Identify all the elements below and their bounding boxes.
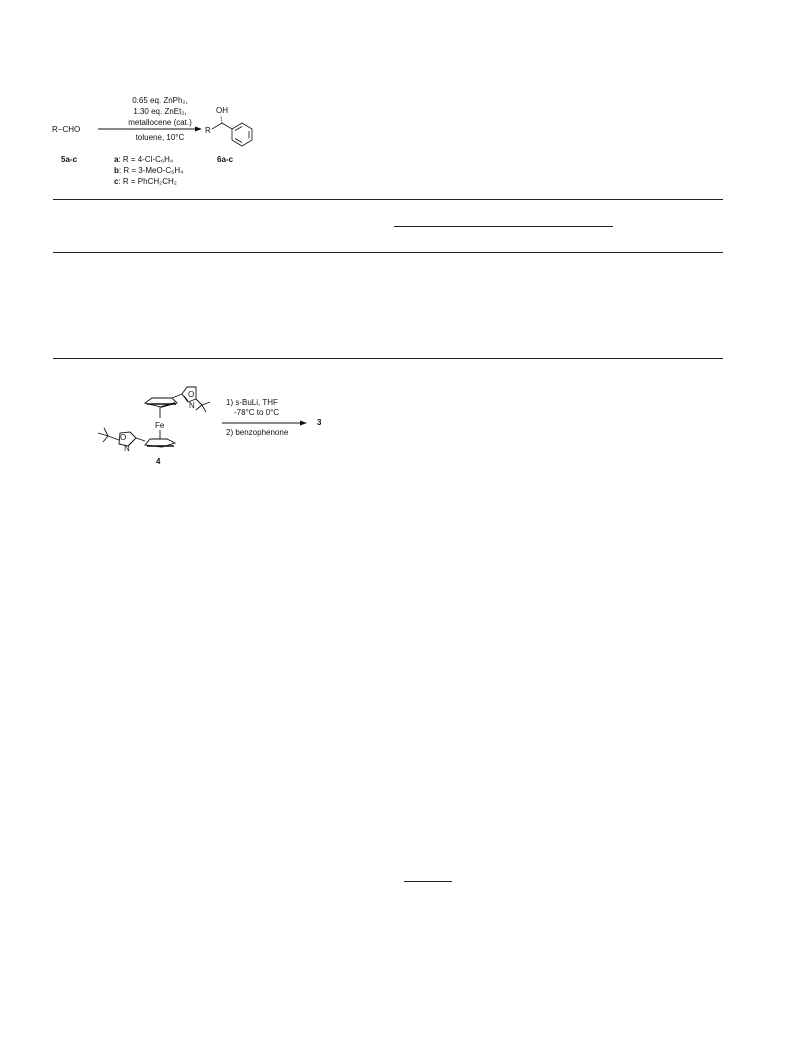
reactant-label: 5a-c <box>61 155 78 164</box>
hydroxyl-label: OH <box>216 106 228 115</box>
footnote-rule <box>404 881 452 882</box>
variant-c: c: R = PhCH₂CH₂ <box>114 177 177 186</box>
oxygen-bottom-label: O <box>120 433 127 442</box>
nitrogen-top-label: N <box>189 401 195 410</box>
r-group-label: R <box>205 126 211 135</box>
condition-line-2: 1.30 eq. ZnEt₂, <box>133 107 187 116</box>
iron-label: Fe <box>155 421 165 430</box>
product-label: 6a-c <box>217 155 234 164</box>
compound-4-label: 4 <box>156 457 161 466</box>
compound-3-label: 3 <box>317 418 322 427</box>
condition-below: toluene, 10°C <box>135 133 185 142</box>
step-2: 2) benzophenone <box>226 428 289 437</box>
condition-line-1: 0.65 eq. ZnPh₂, <box>132 96 188 105</box>
variant-b: b: R = 3-MeO-C₆H₄ <box>114 166 184 175</box>
step-1-line-2: -78°C to 0°C <box>234 408 280 417</box>
step-1-line-1: 1) s-BuLi, THF <box>226 398 278 407</box>
variant-a: a: R = 4-Cl-C₆H₄ <box>114 155 174 164</box>
condition-line-3: metallocene (cat.) <box>128 118 192 127</box>
nitrogen-bottom-label: N <box>124 444 130 453</box>
reactant-formula: R−CHO <box>52 125 81 134</box>
oxygen-top-label: O <box>188 390 195 399</box>
